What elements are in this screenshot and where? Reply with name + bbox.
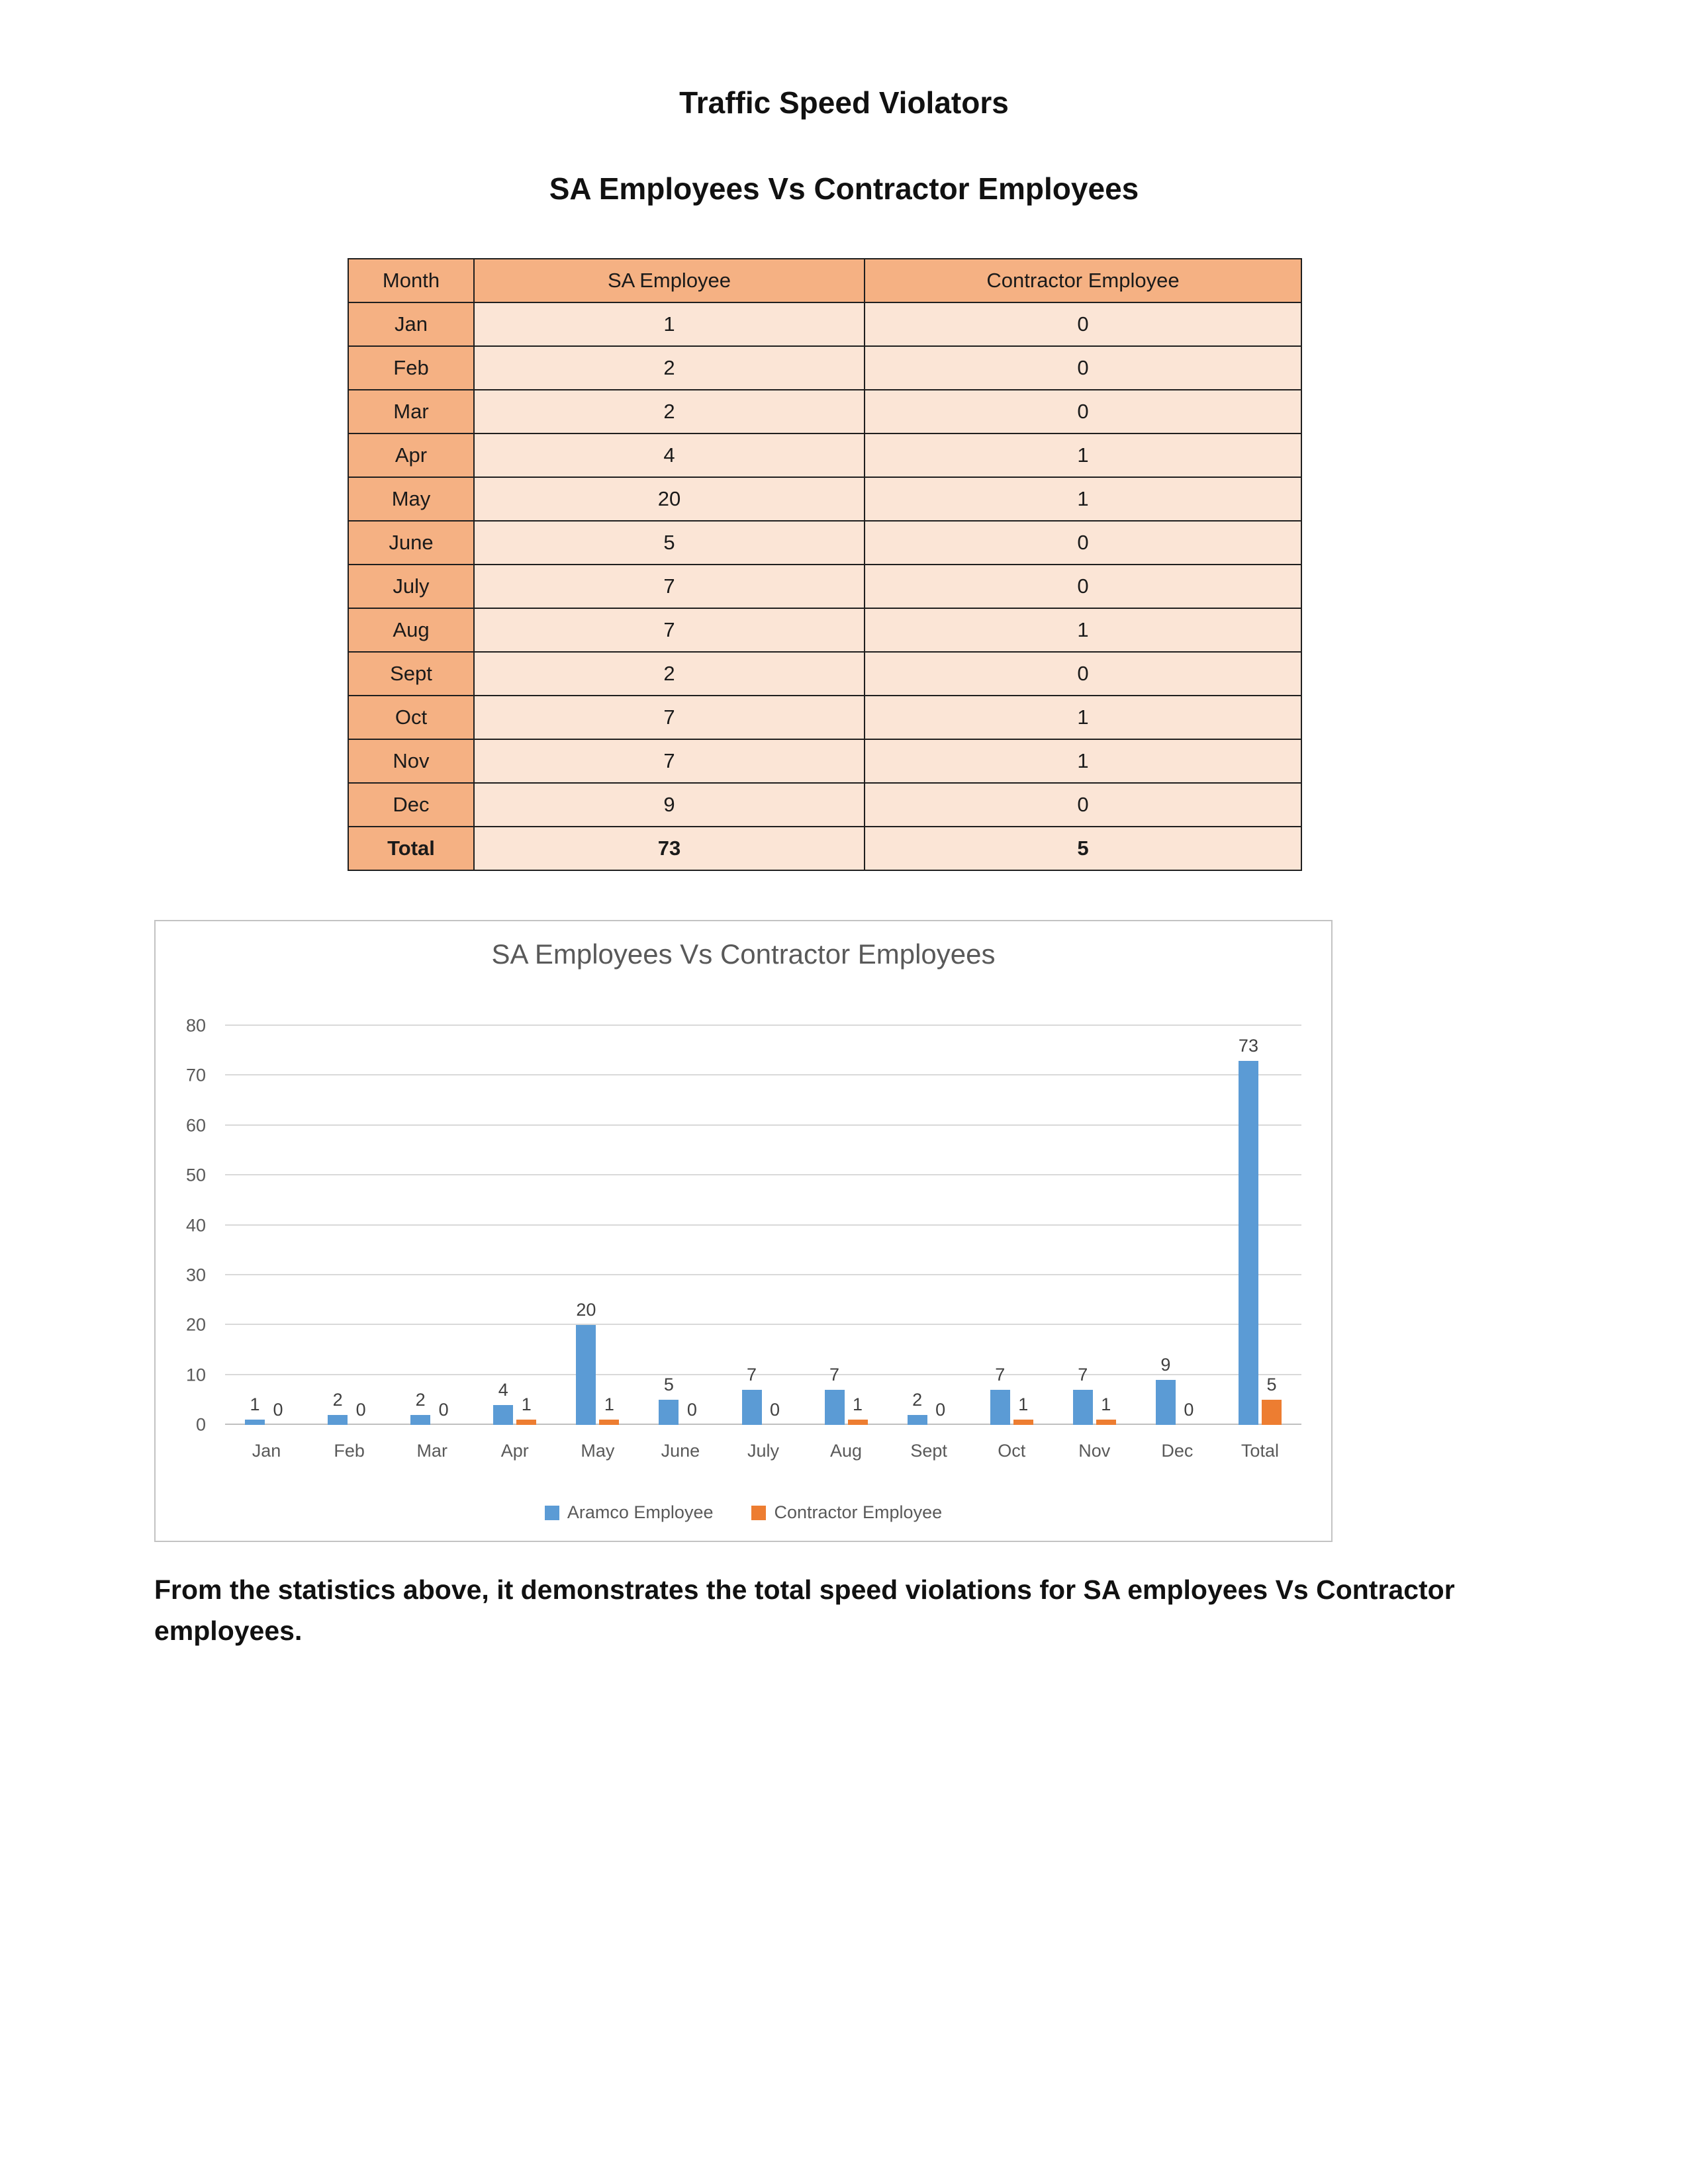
table-row bbox=[348, 390, 1301, 433]
table-cell: 0 bbox=[865, 302, 1301, 346]
page-title: Traffic Speed Violators bbox=[679, 85, 1009, 120]
table-row bbox=[348, 739, 1301, 783]
table-cell: 2 bbox=[474, 652, 865, 696]
legend-swatch bbox=[751, 1506, 766, 1520]
bar bbox=[908, 1389, 927, 1425]
bar bbox=[848, 1394, 868, 1425]
y-tick-label: 70 bbox=[185, 1065, 206, 1085]
table-cell: 73 bbox=[474, 827, 865, 870]
bar-data-label: 0 bbox=[1184, 1400, 1194, 1420]
chart-plot bbox=[225, 1026, 1301, 1425]
x-axis-label: July bbox=[747, 1441, 779, 1461]
chart-panel bbox=[154, 920, 1333, 1542]
bar-data-label: 2 bbox=[912, 1389, 923, 1410]
bar bbox=[742, 1365, 762, 1425]
table-body bbox=[348, 302, 1301, 870]
table-cell: Total bbox=[348, 827, 474, 870]
bar-data-label: 73 bbox=[1238, 1035, 1258, 1056]
bar-data-label: 1 bbox=[604, 1394, 614, 1415]
bar bbox=[659, 1375, 679, 1425]
y-tick-label: 50 bbox=[185, 1165, 206, 1185]
bar-group bbox=[906, 1026, 951, 1425]
y-tick-label: 30 bbox=[185, 1265, 206, 1285]
page-subtitle: SA Employees Vs Contractor Employees bbox=[549, 171, 1139, 206]
bar bbox=[825, 1365, 845, 1425]
bar-data-label: 0 bbox=[438, 1400, 449, 1420]
legend-label: Contractor Employee bbox=[774, 1502, 943, 1522]
y-tick-label: 40 bbox=[185, 1215, 206, 1235]
x-axis-label: Dec bbox=[1161, 1441, 1194, 1461]
bar bbox=[1238, 1035, 1258, 1425]
table-header-cell: SA Employee bbox=[474, 259, 865, 302]
table-cell: 1 bbox=[474, 302, 865, 346]
bar-group bbox=[492, 1026, 538, 1425]
x-axis-label: May bbox=[581, 1441, 615, 1461]
bar bbox=[245, 1394, 265, 1425]
bar-group bbox=[823, 1026, 868, 1425]
table-cell: 0 bbox=[865, 652, 1301, 696]
bar-data-label: 7 bbox=[746, 1365, 757, 1385]
table-cell: Jan bbox=[348, 302, 474, 346]
y-tick-label: 60 bbox=[185, 1115, 206, 1136]
bar bbox=[990, 1365, 1010, 1425]
bar-data-label: 1 bbox=[1018, 1394, 1029, 1415]
table-cell: 2 bbox=[474, 390, 865, 433]
x-axis-label: Feb bbox=[334, 1441, 365, 1461]
table-cell: Sept bbox=[348, 652, 474, 696]
bar-group bbox=[1154, 1026, 1199, 1425]
table-cell: 2 bbox=[474, 346, 865, 390]
bar-data-label: 1 bbox=[521, 1394, 532, 1415]
bar bbox=[1096, 1394, 1116, 1425]
bar-data-label: 7 bbox=[829, 1365, 840, 1385]
bar-data-label: 1 bbox=[1101, 1394, 1111, 1415]
x-axis-label: June bbox=[661, 1441, 700, 1461]
table-row bbox=[348, 652, 1301, 696]
y-tick-label: 20 bbox=[185, 1314, 206, 1335]
table-header-row bbox=[348, 259, 1301, 302]
table-row bbox=[348, 433, 1301, 477]
legend-item bbox=[545, 1502, 714, 1523]
x-axis-label: Total bbox=[1241, 1441, 1279, 1461]
bar-data-label: 5 bbox=[1266, 1375, 1277, 1395]
bar-data-label: 9 bbox=[1160, 1355, 1171, 1375]
bar-group bbox=[741, 1026, 786, 1425]
bar-group bbox=[410, 1026, 455, 1425]
chart-legend bbox=[156, 1502, 1331, 1523]
bar-data-label: 0 bbox=[273, 1400, 283, 1420]
bar-data-label: 2 bbox=[415, 1389, 426, 1410]
bar bbox=[328, 1389, 348, 1425]
bar-data-label: 0 bbox=[686, 1400, 697, 1420]
bar-data-label: 0 bbox=[769, 1400, 780, 1420]
table-cell: 20 bbox=[474, 477, 865, 521]
table-header-cell: Month bbox=[348, 259, 474, 302]
legend-item bbox=[751, 1502, 942, 1523]
bar-data-label: 1 bbox=[853, 1394, 863, 1415]
bar bbox=[516, 1394, 536, 1425]
table-row bbox=[348, 521, 1301, 565]
x-axis-label: Apr bbox=[500, 1441, 529, 1461]
table-row bbox=[348, 477, 1301, 521]
x-axis-label: Mar bbox=[416, 1441, 447, 1461]
table-cell: Nov bbox=[348, 739, 474, 783]
bar bbox=[410, 1389, 430, 1425]
bar-group bbox=[989, 1026, 1034, 1425]
table-cell: 1 bbox=[865, 477, 1301, 521]
x-axis-label: Nov bbox=[1078, 1441, 1111, 1461]
bar bbox=[599, 1394, 619, 1425]
table-cell: 7 bbox=[474, 739, 865, 783]
bar-group bbox=[1072, 1026, 1117, 1425]
table-cell: Apr bbox=[348, 433, 474, 477]
bar-data-label: 1 bbox=[250, 1394, 260, 1415]
bar-data-label: 7 bbox=[1078, 1365, 1088, 1385]
x-axis-label: Jan bbox=[252, 1441, 281, 1461]
chart-title: SA Employees Vs Contractor Employees bbox=[491, 938, 996, 970]
bar bbox=[576, 1300, 596, 1425]
table-cell: 4 bbox=[474, 433, 865, 477]
legend-swatch bbox=[545, 1506, 559, 1520]
bar-data-label: 2 bbox=[332, 1389, 343, 1410]
table-cell: 5 bbox=[474, 521, 865, 565]
table-row bbox=[348, 827, 1301, 870]
table-row bbox=[348, 302, 1301, 346]
table-header-cell: Contractor Employee bbox=[865, 259, 1301, 302]
bar-group bbox=[327, 1026, 372, 1425]
table-cell: 5 bbox=[865, 827, 1301, 870]
table-cell: 9 bbox=[474, 783, 865, 827]
bar bbox=[1156, 1355, 1176, 1425]
table-row bbox=[348, 346, 1301, 390]
bar-data-label: 5 bbox=[663, 1375, 674, 1395]
x-axis-label: Sept bbox=[910, 1441, 947, 1461]
bar bbox=[1262, 1375, 1282, 1425]
table-cell: July bbox=[348, 565, 474, 608]
table-cell: Oct bbox=[348, 696, 474, 739]
bar-data-label: 20 bbox=[576, 1300, 596, 1320]
table-cell: 1 bbox=[865, 433, 1301, 477]
bar-data-label: 7 bbox=[995, 1365, 1006, 1385]
bar-data-label: 4 bbox=[498, 1379, 508, 1400]
table-cell: May bbox=[348, 477, 474, 521]
table-cell: 0 bbox=[865, 390, 1301, 433]
table-row bbox=[348, 565, 1301, 608]
summary-text: From the statistics above, it demonstrates the total speed violations for SA employees Vs Contractor employees. bbox=[154, 1574, 1455, 1646]
table-cell: 7 bbox=[474, 696, 865, 739]
y-tick-label: 80 bbox=[185, 1015, 206, 1036]
table-cell: 1 bbox=[865, 739, 1301, 783]
violations-table bbox=[348, 258, 1302, 871]
bar bbox=[1073, 1365, 1093, 1425]
bar-group bbox=[1237, 1026, 1282, 1425]
table-cell: 1 bbox=[865, 696, 1301, 739]
table-cell: 1 bbox=[865, 608, 1301, 652]
table-cell: 0 bbox=[865, 783, 1301, 827]
table-cell: 0 bbox=[865, 565, 1301, 608]
table-row bbox=[348, 783, 1301, 827]
table-row bbox=[348, 608, 1301, 652]
table-cell: 7 bbox=[474, 565, 865, 608]
bar-group bbox=[575, 1026, 620, 1425]
bar-group bbox=[244, 1026, 289, 1425]
table-cell: 7 bbox=[474, 608, 865, 652]
chart-y-axis bbox=[167, 1015, 215, 1435]
table-cell: Dec bbox=[348, 783, 474, 827]
table-cell: Aug bbox=[348, 608, 474, 652]
y-tick-label: 10 bbox=[185, 1365, 206, 1385]
table-row bbox=[348, 696, 1301, 739]
bar-group bbox=[658, 1026, 703, 1425]
legend-label: Aramco Employee bbox=[567, 1502, 714, 1522]
bar bbox=[493, 1379, 513, 1425]
table-cell: Mar bbox=[348, 390, 474, 433]
y-tick-label: 0 bbox=[195, 1414, 206, 1435]
bar bbox=[1013, 1394, 1033, 1425]
bar-data-label: 0 bbox=[355, 1400, 366, 1420]
table-cell: 0 bbox=[865, 346, 1301, 390]
table-cell: Feb bbox=[348, 346, 474, 390]
chart-x-axis bbox=[225, 1441, 1301, 1467]
table-cell: June bbox=[348, 521, 474, 565]
x-axis-label: Oct bbox=[998, 1441, 1026, 1461]
table-cell: 0 bbox=[865, 521, 1301, 565]
bar-data-label: 0 bbox=[935, 1400, 946, 1420]
x-axis-label: Aug bbox=[830, 1441, 863, 1461]
